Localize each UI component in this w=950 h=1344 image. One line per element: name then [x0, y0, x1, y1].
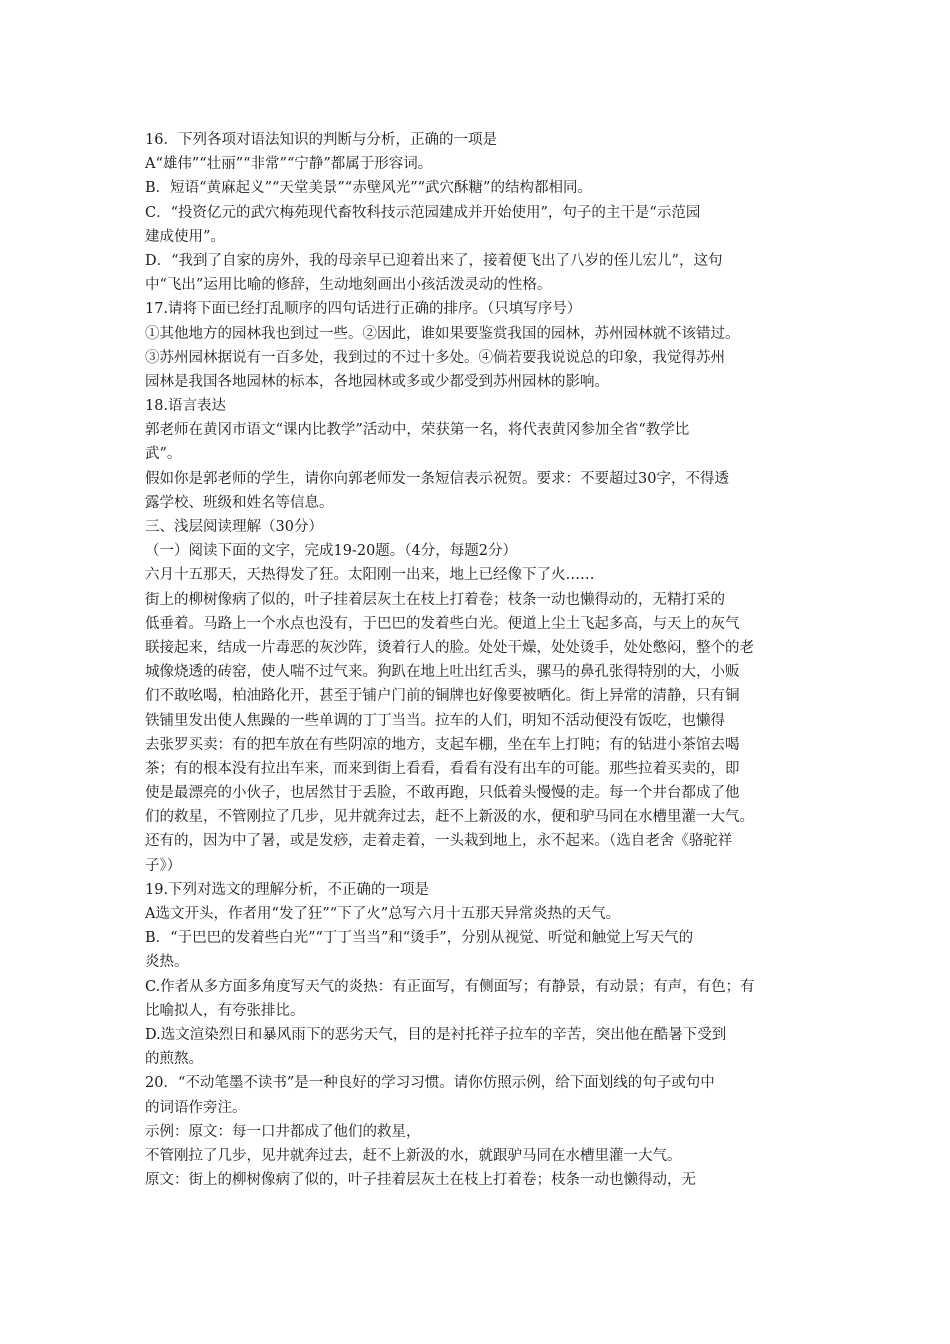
text-line: 郭老师在黄冈市语文“课内比教学”活动中，荣获第一名，将代表黄冈参加全省“教学比 [145, 422, 690, 439]
text-line: 比喻拟人，有夸张排比。 [145, 1002, 305, 1019]
text-line: 街上的柳树像病了似的，叶子挂着层灰土在枝上打着卷；枝条一动也懒得动的，无精打采的 [145, 591, 725, 608]
text-line: 不管刚拉了几步，见井就奔过去，赶不上新汲的水，就跟驴马同在水槽里灌一大气。 [145, 1147, 682, 1164]
text-line: B．短语“黄麻起义”“天堂美景”“赤壁风光”“武穴酥糖”的结构都相同。 [145, 180, 592, 197]
text-line: B．“于巴巴的发着些白光”“丁丁当当”和“烫手”，分别从视觉、听觉和触觉上写天气的 [145, 930, 694, 947]
text-line: 16．下列各项对语法知识的判断与分析，正确的一项是 [145, 132, 497, 148]
text-line: 还有的，因为中了暑，或是发痧，走着走着，一头栽到地上，永不起来。（选自老舍《骆驼祥 [145, 833, 733, 850]
text-line: 20．“不动笔墨不读书”是一种良好的学习习惯。请你仿照示例，给下面划线的句子或句中 [145, 1075, 715, 1092]
text-line: 原文：街上的柳树像病了似的，叶子挂着层灰土在枝上打着卷；枝条一动也懒得动，无 [145, 1172, 696, 1189]
text-line: A选文开头，作者用“发了狂”“下了火”总写六月十五那天异常炎热的天气。 [145, 906, 621, 922]
text-line: 的词语作旁注。 [145, 1099, 247, 1116]
text-line: 建成使用”。 [145, 228, 225, 245]
text-line: 17.请将下面已经打乱顺序的四句话进行正确的排序。（只填写序号） [145, 301, 582, 318]
text-line: C．“投资亿元的武穴梅苑现代畜牧科技示范园建成并开始使用”，句子的主干是“示范园 [145, 204, 701, 221]
text-line: 低垂着。马路上一个水点也没有，于巴巴的发着些白光。便道上尘土飞起多高，与天上的灰气 [145, 615, 740, 632]
text-line: 的煎熬。 [145, 1051, 203, 1068]
text-line: 城像烧透的砖窑，使人喘不过气来。狗趴在地上吐出红舌头，骡马的鼻孔张得特别的大，小贩 [145, 664, 740, 681]
text-line: 园林是我国各地园林的标本，各地园林或多或少都受到苏州园林的影响。 [145, 373, 609, 390]
text-line: 六月十五那天，天热得发了狂。太阳刚一出来，地上已经像下了火…… [145, 567, 595, 584]
text-line: 子》） [145, 857, 182, 874]
text-line: 炎热。 [145, 954, 189, 971]
text-line: ③苏州园林据说有一百多处，我到过的不过十多处。④倘若要我说说总的印象，我觉得苏州 [145, 349, 725, 366]
text-line: 假如你是郭老师的学生，请你向郭老师发一条短信表示祝贺。要求：不要超过30字，不得透 [145, 470, 729, 487]
text-line: 茶；有的根本没有拉出车来，而来到街上看看，看看有没有出车的可能。那些拉着买卖的，即 [145, 760, 740, 777]
text-line: 露学校、班级和姓名等信息。 [145, 494, 334, 511]
text-line: （一）阅读下面的文字，完成19-20题。（4分，每题2分） [145, 543, 517, 560]
text-line: ①其他地方的园林我也到过一些。②因此，谁如果要鉴赏我国的园林，苏州园林就不该错过。 [145, 325, 740, 342]
text-line: 武”。 [145, 446, 182, 463]
text-line: D.选文渲染烈日和暴风雨下的恶劣天气，目的是衬托祥子拉车的辛苦，突出他在酷暑下受到 [145, 1026, 727, 1043]
text-line: 使是最漂亮的小伙子，也居然甘于丢脸，不敢再跑，只低着头慢慢的走。每一个井台都成了他 [145, 785, 740, 802]
text-line: A“雄伟”“壮丽”“非常”“宁静”都属于形容词。 [145, 156, 433, 173]
text-line: 联接起来，结成一片毒恶的灰沙阵，烫着行人的脸。处处干燥，处处烫手，处处憋闷，整个的老 [145, 639, 754, 656]
text-line: 们不敢吆喝，柏油路化开，甚至于铺户门前的铜牌也好像要被晒化。街上异常的清静，只有铜 [145, 688, 740, 705]
text-line: C.作者从多方面多角度写天气的炎热：有正面写，有侧面写；有静景，有动景；有声，有色；有 [145, 978, 755, 995]
text-line: 们的救星，不管刚拉了几步，见井就奔过去，赶不上新汲的水，便和驴马同在水槽里灌一大气。 [145, 809, 754, 826]
text-line: 示例：原文：每一口井都成了他们的救星， [145, 1123, 421, 1140]
text-line: 18.语言表达 [145, 398, 227, 415]
text-line: 中“飞出”运用比喻的修辞，生动地刻画出小孩活泼灵动的性格。 [145, 277, 552, 294]
text-line: 去张罗买卖：有的把车放在有些阴凉的地方，支起车棚，坐在车上打盹；有的钻进小茶馆去喝 [145, 736, 740, 753]
text-line: 铁铺里发出使人焦躁的一些单调的丁丁当当。拉车的人们，明知不活动便没有饭吃，也懒得 [145, 712, 725, 729]
text-line: 19.下列对选文的理解分析，不正确的一项是 [145, 881, 430, 898]
exam-page [145, 128, 810, 1192]
text-line: 三、浅层阅读理解（30分） [145, 519, 323, 535]
text-line: D．“我到了自家的房外，我的母亲早已迎着出来了，接着便飞出了八岁的侄儿宏儿”，这句 [145, 252, 723, 269]
